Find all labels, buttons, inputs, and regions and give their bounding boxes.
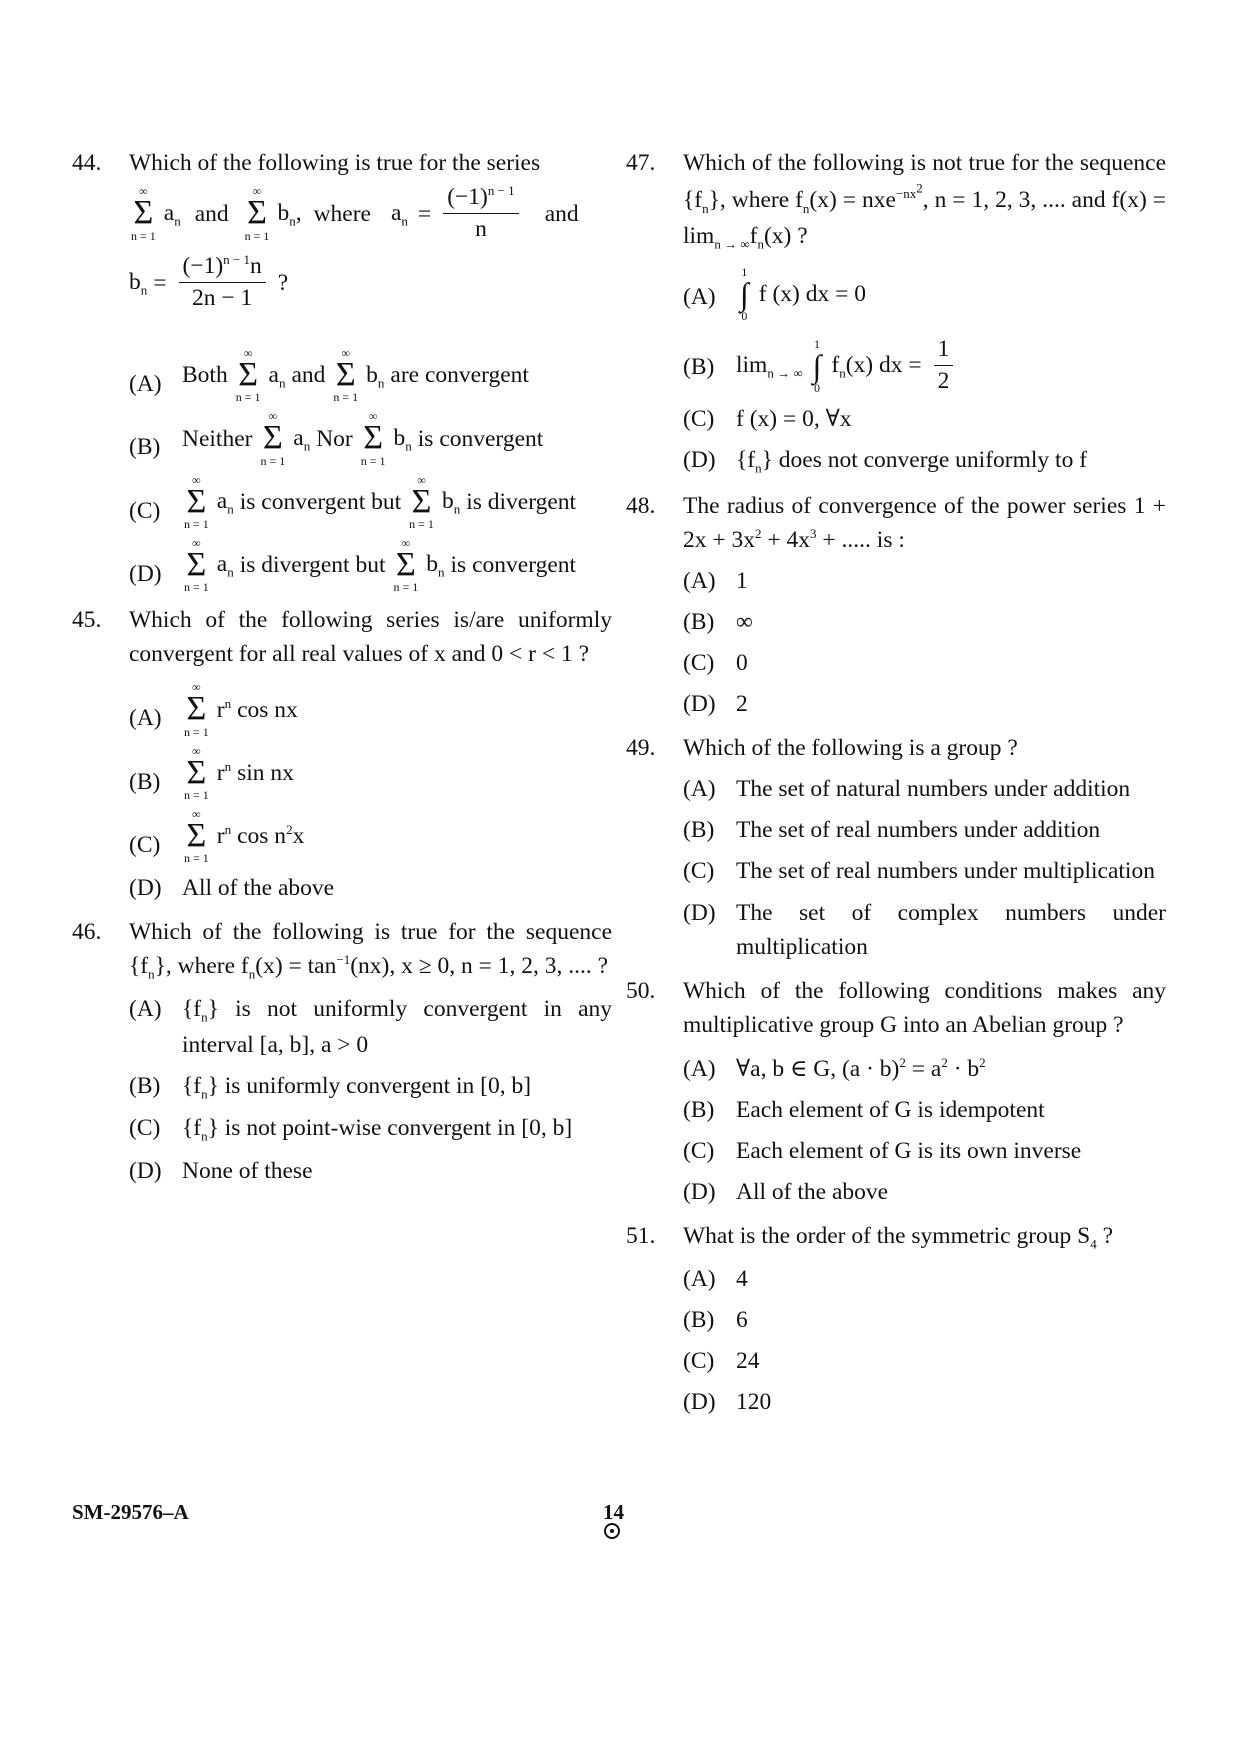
option-text: f (x) dx = 0: [758, 281, 866, 308]
option-text: 120: [736, 1388, 772, 1415]
half-fraction: $\frac{1}{2}$: [934, 336, 954, 395]
option-label: (B): [129, 1072, 161, 1099]
option-text: 24: [736, 1347, 760, 1374]
sigma-sum: ∞ Σ n = 1: [131, 184, 156, 243]
option-label: (C): [683, 406, 715, 433]
option-text: The set of complex numbers under multiplication: [736, 899, 1166, 960]
question-stem: Which of the following series is/are uniformly convergent for all real values of x and 0 < r < 1 ?: [129, 607, 612, 668]
option-d[interactable]: (D) ∞ Σ n = 1 $a_n$ is divergent but ∞ Σ n = 1 $b_n$ is convergent: [129, 536, 577, 595]
option-text: is divergent but: [239, 552, 386, 579]
option-text: Nor: [316, 425, 353, 452]
sigma-sum: ∞ Σ n = 1: [393, 536, 419, 595]
option-text: All of the above: [182, 875, 335, 902]
sigma-sum: ∞ Σ n = 1: [333, 346, 359, 405]
term-b-def: $b_n$: [129, 268, 148, 298]
option-text: 0: [736, 650, 748, 677]
question-45: [72, 603, 612, 905]
option-b[interactable]: [683, 1093, 1166, 1127]
option-b[interactable]: (B) ∞ Σ n = 1 $r^n$ sin nx: [129, 743, 294, 803]
option-text: sin nx: [237, 759, 294, 786]
paper-code: SM-29576–A: [72, 1500, 189, 1524]
option-d[interactable]: [129, 1154, 612, 1188]
question-stem: The radius of convergence of the power series $1 + 2x + 3x^2 + 4x^3$ + ..... is :: [683, 492, 1166, 553]
option-c[interactable]: [683, 1344, 1166, 1378]
sigma-sum: ∞ Σ n = 1: [184, 536, 209, 595]
option-b[interactable]: [683, 605, 1166, 639]
question-stem: What is the order of the symmetric group $S_4$ ?: [683, 1223, 1114, 1252]
term-a-def: $a_n$: [390, 199, 408, 229]
text-and: and: [544, 200, 579, 227]
option-text: 6: [736, 1306, 748, 1333]
question-stem: Which of the following is true for the series: [129, 150, 541, 176]
option-b[interactable]: (B) Neither ∞ Σ n = 1 $a_n$ Nor ∞ Σ n = 1 $b_n$ is convergent: [129, 409, 544, 468]
option-a[interactable]: [683, 1262, 1166, 1296]
option-a[interactable]: (A) ∞ Σ n = 1 $r^n$ cos nx: [129, 680, 298, 739]
option-a[interactable]: [129, 992, 612, 1062]
question-stem: Which of the following is true for the sequence $\{f_n\}$, where $f_n(x) = \tan^{-1}(nx)$, x ≥ 0, n = 1, 2, 3, .... ?: [129, 919, 612, 983]
right-column: [626, 146, 1166, 1429]
option-label: (B): [129, 434, 161, 461]
sigma-sum: ∞ Σ n = 1: [360, 409, 386, 468]
text-and: and: [194, 200, 229, 227]
option-label: (B): [683, 1096, 715, 1123]
term-a: $a_n$: [163, 199, 181, 229]
option-text: 4: [736, 1265, 748, 1292]
question-stem: Which of the following is a group ?: [683, 735, 1018, 762]
question-number: 45.: [72, 607, 102, 634]
option-text: ∀a, b ∈ G, $(a \cdot b)^2 = a^2 \cdot b^2$: [736, 1054, 986, 1082]
sigma-sum: ∞ Σ n = 1: [184, 807, 209, 866]
question-number: 46.: [72, 919, 102, 946]
option-text: is convergent: [450, 552, 577, 579]
option-label: (D): [683, 447, 716, 474]
option-label: (A): [129, 371, 162, 398]
b-n-fraction: $\frac{(-1)^{n - 1}n}{2n - 1}$: [179, 253, 266, 312]
sigma-sum: ∞ Σ n = 1: [409, 472, 434, 532]
option-b[interactable]: [683, 813, 1166, 847]
option-label: (B): [683, 817, 715, 844]
question-number: 48.: [626, 492, 656, 519]
option-d[interactable]: [683, 443, 1166, 479]
option-a[interactable]: (A) Both ∞ Σ n = 1 $a_n$ and ∞ Σ n = 1 $b_n$ are convergent: [129, 346, 529, 405]
option-label: (D): [129, 875, 162, 902]
option-label: (D): [683, 899, 716, 926]
question-48: [626, 489, 1166, 721]
sigma-sum: ∞ Σ n = 1: [184, 680, 209, 739]
option-text: is convergent: [417, 425, 544, 452]
option-a[interactable]: [683, 1052, 1166, 1086]
option-d[interactable]: [683, 687, 1166, 721]
left-column: [72, 146, 612, 1198]
option-text: cos nx: [237, 696, 298, 723]
option-label: (A): [129, 705, 162, 732]
option-label: (D): [129, 561, 162, 588]
option-label: (C): [129, 497, 161, 524]
option-label: (C): [683, 1137, 715, 1164]
sigma-sum: ∞ Σ n = 1: [260, 409, 286, 468]
option-text: Each element of G is its own inverse: [736, 1137, 1082, 1164]
option-text: Neither: [182, 425, 253, 452]
option-d[interactable]: [683, 1175, 1166, 1209]
option-label: (D): [683, 1388, 716, 1415]
sigma-sum: ∞ Σ n = 1: [184, 472, 209, 532]
option-text: Both: [182, 362, 228, 389]
option-label: (A): [683, 1265, 716, 1292]
question-mark: ?: [277, 269, 289, 296]
question-number: 51.: [626, 1223, 656, 1250]
series-definition-line: [129, 184, 612, 243]
question-stem: Which of the following conditions makes any multiplicative group G into an Abelian group ?: [683, 977, 1166, 1038]
option-text: Each element of G is idempotent: [736, 1096, 1045, 1123]
registration-mark-icon: [604, 1523, 620, 1539]
a-n-fraction: $\frac{(-1)^{n - 1}}{n}$: [443, 184, 519, 243]
question-47: [626, 146, 1166, 479]
question-number: 47.: [626, 150, 656, 176]
option-text: $\{f_n\}$ does not converge uniformly to f: [736, 447, 1088, 477]
option-label: (A): [683, 1055, 716, 1082]
option-label: (C): [683, 650, 715, 677]
sigma-sum: ∞ Σ n = 1: [244, 184, 270, 243]
option-text: $\cos n^2x$: [237, 822, 305, 850]
option-b[interactable]: (B) $\lim_{n \to \infty}$ 1 ∫ 0 $f_n(x)$ dx = $\frac{1}{2}$: [683, 336, 1166, 395]
equals: =: [417, 200, 432, 227]
option-label: (B): [683, 1306, 715, 1333]
option-text: f (x) = 0, ∀x: [736, 406, 852, 433]
option-label: (B): [683, 609, 715, 636]
text-where: where: [313, 200, 371, 227]
option-a[interactable]: [683, 266, 1166, 322]
question-49: [626, 731, 1166, 963]
option-label: (A): [683, 284, 716, 311]
option-label: (D): [683, 691, 716, 718]
option-label: (A): [129, 995, 162, 1022]
option-label: (A): [683, 776, 716, 803]
option-text: is divergent: [466, 488, 577, 515]
option-c[interactable]: [683, 402, 1166, 436]
option-text: None of these: [182, 1157, 313, 1184]
option-text: $f_n(x)$ dx =: [831, 352, 922, 381]
option-text: ∞: [736, 609, 753, 636]
option-text: and: [291, 362, 326, 389]
option-label: (D): [683, 1178, 716, 1205]
option-label: (C): [683, 1347, 715, 1374]
option-c[interactable]: [683, 1134, 1166, 1168]
option-label: (B): [683, 354, 715, 381]
option-text: The set of natural numbers under addition: [736, 776, 1131, 803]
option-text: 2: [736, 691, 748, 718]
question-number: 44.: [72, 150, 102, 176]
option-a[interactable]: [683, 772, 1166, 806]
option-b[interactable]: [683, 1303, 1166, 1337]
question-44: [72, 146, 612, 593]
option-text: 1: [736, 568, 748, 595]
option-a[interactable]: [683, 564, 1166, 598]
integral-sign: 1 ∫ 0: [812, 336, 822, 395]
question-50: [626, 974, 1166, 1209]
option-label: (C): [129, 832, 161, 859]
option-label: (A): [683, 568, 716, 595]
sigma-sum: ∞ Σ n = 1: [184, 743, 209, 803]
question-stem: Which of the following is not true for the sequence $\{f_n\}$, where $f_n(x) = nxe^{-nx^2}$, n = 1, 2, 3, .... and $f(x) = \lim_{n \to \infty}f_n(x)$ ?: [683, 150, 1166, 252]
option-label: (C): [129, 1115, 161, 1142]
option-c[interactable]: (C) ∞ Σ n = 1 $a_n$ is convergent but ∞ Σ n = 1 $b_n$ is divergent: [129, 472, 577, 532]
option-text: The set of real numbers under multiplication: [736, 858, 1155, 885]
option-label: (B): [129, 768, 161, 795]
option-d[interactable]: [683, 896, 1166, 964]
question-46: [72, 915, 612, 1187]
option-c[interactable]: (C) ∞ Σ n = 1 $r^n$ $\cos n^2x$: [129, 807, 305, 866]
option-c[interactable]: [129, 1111, 612, 1147]
option-label: (C): [683, 858, 715, 885]
option-text: $\{f_n\}$ is uniformly convergent in [0, b]: [182, 1072, 532, 1102]
option-text: $\{f_n\}$ is not uniformly convergent in any interval [a, b], a > 0: [182, 995, 612, 1058]
option-d[interactable]: [683, 1385, 1166, 1419]
question-number: 50.: [626, 977, 656, 1004]
option-c[interactable]: [683, 646, 1166, 680]
question-number: 49.: [626, 735, 656, 762]
option-d[interactable]: [129, 871, 612, 905]
option-b[interactable]: [129, 1069, 612, 1105]
option-text: are convergent: [390, 362, 529, 389]
page-number: 14: [603, 1500, 624, 1524]
equals: =: [153, 269, 167, 296]
question-51: [626, 1219, 1166, 1419]
integral-sign: 1 ∫ 0: [740, 265, 749, 324]
option-label: (D): [129, 1157, 162, 1184]
term-b: $b_n$,: [277, 199, 302, 229]
option-c[interactable]: [683, 854, 1166, 888]
option-text: $\{f_n\}$ is not point-wise convergent in [0, b]: [182, 1115, 573, 1144]
sigma-sum: ∞ Σ n = 1: [235, 346, 261, 405]
bn-definition-line: [129, 253, 612, 312]
option-text: All of the above: [736, 1178, 889, 1205]
option-text: The set of real numbers under addition: [736, 817, 1101, 844]
option-text: is convergent but: [239, 488, 402, 515]
